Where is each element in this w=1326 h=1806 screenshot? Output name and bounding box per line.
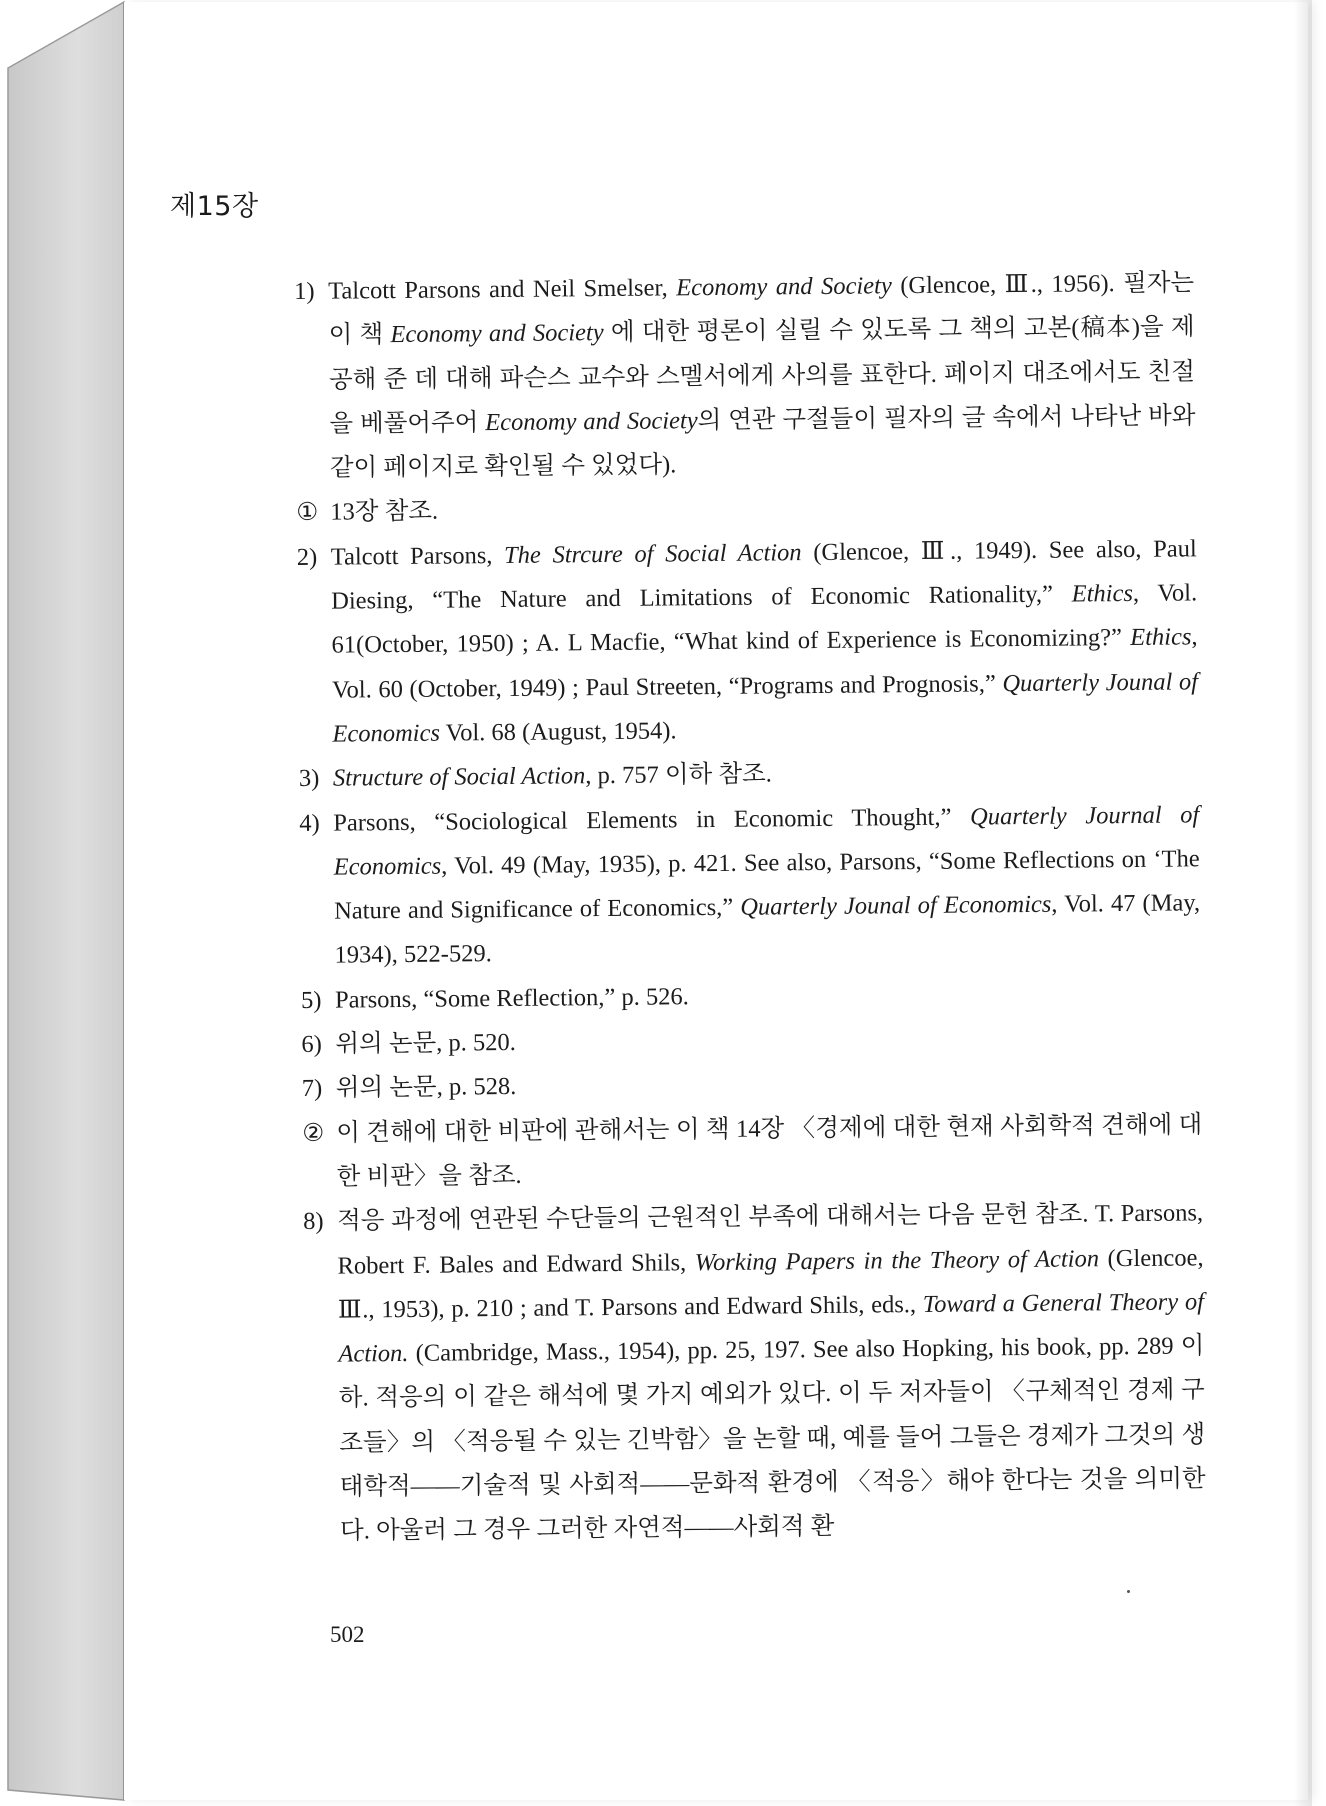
italic-title: Ethics [1071, 580, 1134, 608]
page-edge-shadow [1294, 0, 1312, 1806]
endnote-text [328, 269, 1195, 481]
italic-title: Quarterly Jounal of Economics [332, 668, 1199, 748]
endnote-text [333, 801, 1200, 969]
italic-title: Quarterly Journal of Economics [333, 800, 1200, 881]
text-run: 13장 참조. [330, 498, 439, 527]
endnote-text [331, 535, 1198, 747]
endnote-item [299, 793, 1201, 979]
endnote-marker: 2) [296, 543, 318, 571]
text-run: (Glencoe, Ⅲ., 1949). See also, Paul Diesing, “The Nature and Limitations of Economic Rationality,” [331, 535, 1197, 615]
endnote-marker: ② [302, 1119, 325, 1147]
italic-title: Toward a General Theory of Action. [338, 1288, 1205, 1368]
endnote-text [335, 983, 689, 1013]
endnote-item [294, 261, 1196, 491]
endnote-marker: 4) [299, 809, 320, 837]
text-run: Parsons, “Sociological Elements in Economic Thought,” [333, 803, 971, 837]
page-number: 502 [330, 1622, 365, 1647]
text-run: Talcott Parsons and Neil Smelser, [328, 274, 677, 305]
text-run: 적응 과정에 연관된 수단들의 근원적인 부족에 대해서는 다음 문헌 참조. T. Parsons, Robert F. Bales and Edward Shils, [337, 1199, 1204, 1280]
italic-title: Economy and Society [485, 407, 698, 437]
endnote-text [333, 761, 772, 792]
endnote-marker: 7) [301, 1075, 323, 1103]
text-run: 에 대한 평론이 실릴 수 있도록 그 책의 고본(稿本)을 제공해 준 데 대해 파슨스 교수와 스멜서에게 사의를 표한다. 페이지 대조에서도 친절을 베풀어주어 [328, 313, 1196, 438]
italic-title: Ethics [1130, 623, 1192, 652]
italic-title: Quarterly Jounal of Economics [740, 890, 1052, 921]
text-run: , p. 757 이하 참조. [585, 760, 772, 790]
endnote-marker: 6) [301, 1030, 322, 1059]
endnote-text [330, 498, 438, 526]
text-run: 의 연관 구절들이 필자의 글 속에서 나타난 바와 같이 페이지로 확인될 수 있었다). [329, 402, 1196, 482]
endnote-marker: 1) [294, 277, 315, 305]
text-run: , Vol. 49 (May, 1935), p. 421. See also, Parsons, “Some Reflections on ‘The Nature and Significance of Economics,” [334, 845, 1200, 925]
endnote-text [336, 1073, 517, 1102]
text-run: Vol. 68 (August, 1954). [439, 717, 677, 747]
speck-mark [1127, 1590, 1130, 1593]
text-run: 위의 논문, p. 520. [335, 1028, 516, 1058]
italic-title: Working Papers in the Theory of Action [694, 1244, 1100, 1276]
italic-title: Economy and Society [676, 272, 892, 302]
italic-title: The Strcure of Social Action [503, 538, 802, 569]
endnote-item [297, 527, 1199, 757]
endnotes-list [294, 261, 1206, 1554]
endnote-marker: 8) [303, 1207, 324, 1236]
text-run: , Vol. 61(October, 1950) ; A. L Macfie, “What kind of Experience is Economizing?” [331, 579, 1198, 660]
italic-title: Structure of Social Action [332, 762, 586, 792]
endnote-item [303, 1192, 1206, 1555]
endnote-marker: ① [296, 499, 319, 527]
endnote-item [302, 1103, 1203, 1200]
text-run: (Cambridge, Mass., 1954), pp. 25, 197. See also Hopking, his book, pp. 289 이하. 적응의 이 같은 해석에 몇 가지 예외가 있다. 이 두 저자들이 〈구체적인 경제 구조들〉의 〈적응될 수 있는 긴박함〉을 논할 때, 예를 들어 그들은 경제가 그것의 생태학적――기술적 및 사회적――문화적 환경에 〈적응〉해야 한다는 것을 의미한다. 아울러 그 경우 그러한 자연적――사회적 환 [338, 1332, 1206, 1545]
text-run: Parsons, “Some Reflection,” p. 526. [334, 982, 689, 1014]
italic-title: Economy and Society [390, 319, 604, 349]
chapter-title: 제15장 [170, 191, 259, 222]
text-run: 이 견해에 대한 비판에 관해서는 이 책 14장 〈경제에 대한 현재 사회학적 견해에 대한 비판〉을 참조. [336, 1110, 1203, 1191]
endnote-text [337, 1200, 1206, 1545]
text-run: 위의 논문, p. 528. [335, 1073, 517, 1102]
endnote-marker: 3) [298, 765, 320, 793]
endnote-text [336, 1111, 1202, 1191]
text-run: (Glencoe, Ⅲ., 1956). 필자는 이 책 [328, 269, 1195, 349]
endnote-text [335, 1029, 516, 1058]
text-run: , Vol. 60 (October, 1949) ; Paul Streeten, “Programs and Prognosis,” [331, 623, 1198, 704]
endnote-marker: 5) [300, 986, 322, 1014]
text-run: Talcott Parsons, [330, 541, 505, 571]
text-run: (Glencoe, Ⅲ., 1953), p. 210 ; and T. Parsons and Edward Shils, eds., [337, 1243, 1204, 1324]
text-run: , Vol. 47 (May, 1934), 522-529. [334, 889, 1201, 970]
